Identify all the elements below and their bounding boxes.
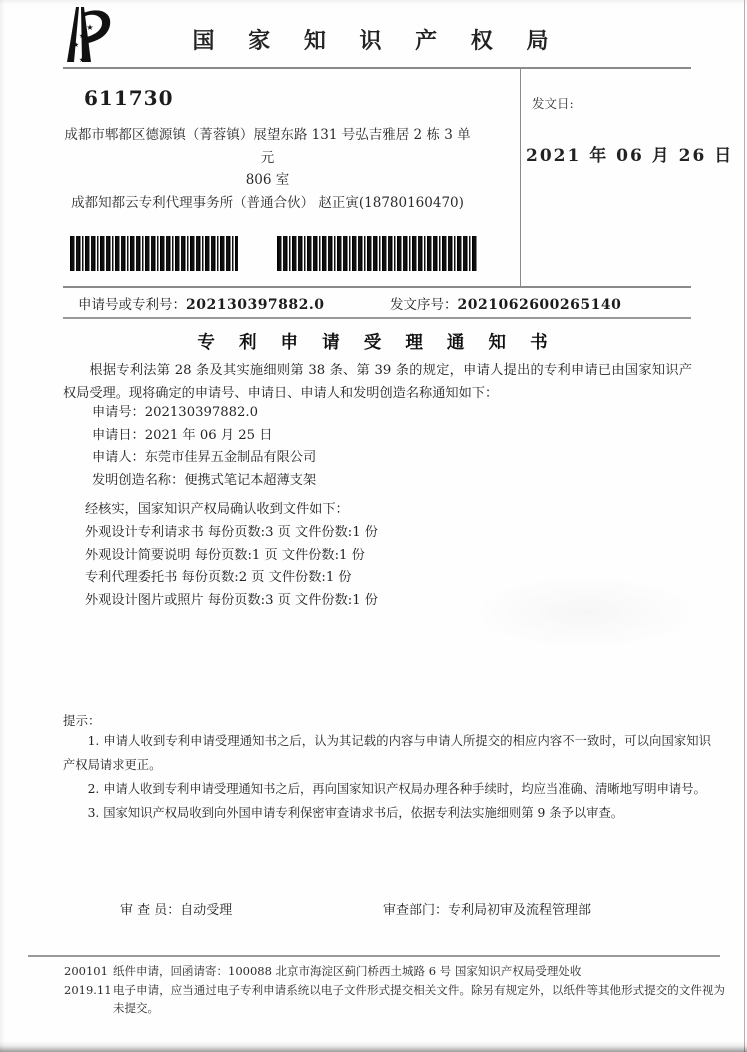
office-title: 国 家 知 识 产 权 局 — [192, 29, 562, 54]
tip-item: 3. 国家知识产权局收到向外国申请专利保密审查请求书后，依据专利法实施细则第 9 条予以审查。 — [87, 806, 624, 820]
svg-text:★: ★ — [86, 23, 94, 32]
recipient-address — [60, 124, 475, 214]
mailing-code: 611730 — [84, 86, 174, 110]
tip-item: 1. 申请人收到专利申请受理通知书之后，认为其记载的内容与申请人所提交的相应内容不一致时，可以向国家知识产权局请求更正。 — [63, 734, 711, 772]
dispatch-box-left-border — [520, 67, 521, 287]
barcode-application-number — [70, 236, 238, 271]
photo-edge-bottom — [0, 1041, 747, 1052]
svg-text:★: ★ — [72, 41, 80, 49]
title-divider — [63, 317, 691, 319]
tips-list — [63, 729, 711, 825]
application-number-label: 申请号或专利号： — [78, 297, 186, 313]
dispatch-date-label: 发文日: — [532, 96, 574, 111]
department-field — [383, 899, 591, 918]
examiner-field — [120, 899, 232, 918]
notice-fields — [92, 402, 316, 493]
examiner-label: 审 查 员： — [120, 903, 181, 918]
dispatch-date-value: 2021 年 06 月 26 日 — [526, 146, 734, 166]
field-application-number: 申请号：202130397882.0 — [92, 405, 259, 420]
footer-instruction-paper: 纸件申请，回函请寄：100088 北京市海淀区蓟门桥西土城路 6 号 国家知识产权局受理处收 — [113, 964, 582, 978]
examiner-value: 自动受理 — [180, 903, 233, 918]
tip-item: 2. 申请人收到专利申请受理通知书之后，再向国家知识产权局办理各种手续时，均应当准确、清晰地写明申请号。 — [87, 782, 706, 796]
field-invention-name: 发明创造名称：便携式笔记本超薄支架 — [92, 473, 317, 489]
field-application-date: 申请日：2021 年 06 月 25 日 — [92, 427, 273, 443]
footer-divider — [28, 955, 720, 957]
photo-edge-left — [0, 0, 5, 1052]
barcode-divider — [63, 286, 691, 288]
barcode-serial-number — [277, 236, 477, 271]
footer-code-2: 2019.11 — [64, 982, 112, 997]
serial-number-label: 发文序号： — [390, 297, 458, 313]
notice-paragraph: 根据专利法第 28 条及其实施细则第 38 条、第 39 条的规定，申请人提出的专利申请已由国家知识产权局受理。现将确定的申请号、申请日、申请人和发明创造名称通知如下： — [63, 363, 692, 401]
department-label: 审查部门： — [383, 903, 449, 918]
application-number-value: 202130397882.0 — [186, 297, 325, 313]
application-number-field — [78, 293, 325, 313]
photo-edge-right — [744, 0, 745, 1052]
footer-code-1: 200101 — [64, 964, 108, 978]
received-documents — [85, 499, 378, 613]
scan-smudge — [470, 575, 700, 650]
notice-title: 专 利 申 请 受 理 通 知 书 — [197, 333, 557, 353]
document-item: 外观设计图片或照片 每份页数:3 页 文件份数:1 份 — [85, 593, 378, 609]
field-applicant: 申请人：东莞市佳昇五金制品有限公司 — [92, 450, 317, 466]
document-item: 外观设计简要说明 每份页数:1 页 文件份数:1 份 — [85, 547, 365, 563]
svg-text:★: ★ — [68, 49, 76, 58]
footer-instructions — [113, 962, 725, 1018]
serial-number-value: 2021062600265140 — [457, 297, 622, 313]
svg-text:★: ★ — [78, 32, 86, 40]
address-line-1: 成都市郫都区德源镇（菁蓉镇）展望东路 131 号弘吉雅居 2 栋 3 单元 — [64, 127, 471, 166]
document-item: 专利代理委托书 每份页数:2 页 文件份数:1 份 — [85, 570, 352, 586]
documents-intro: 经核实，国家知识产权局确认收到文件如下： — [85, 502, 349, 517]
photo-edge-top — [0, 0, 747, 5]
document-item: 外观设计专利请求书 每份页数:3 页 文件份数:1 份 — [85, 524, 378, 540]
tips-label: 提示： — [63, 713, 101, 728]
footer-form-codes — [64, 962, 112, 999]
address-line-2: 806 室 — [245, 172, 290, 188]
address-line-3: 成都知都云专利代理事务所（普通合伙） 赵正寅(18780160470) — [71, 194, 464, 211]
department-value: 专利局初审及流程管理部 — [448, 903, 592, 918]
serial-number-field — [390, 293, 621, 313]
svg-text:★: ★ — [78, 56, 86, 64]
header-divider — [63, 67, 691, 69]
footer-instruction-electronic: 电子申请，应当通过电子专利申请系统以电子文件形式提交相关文件。除另有规定外，以纸件等其他形式提交的文件视为未提交。 — [113, 982, 725, 1015]
